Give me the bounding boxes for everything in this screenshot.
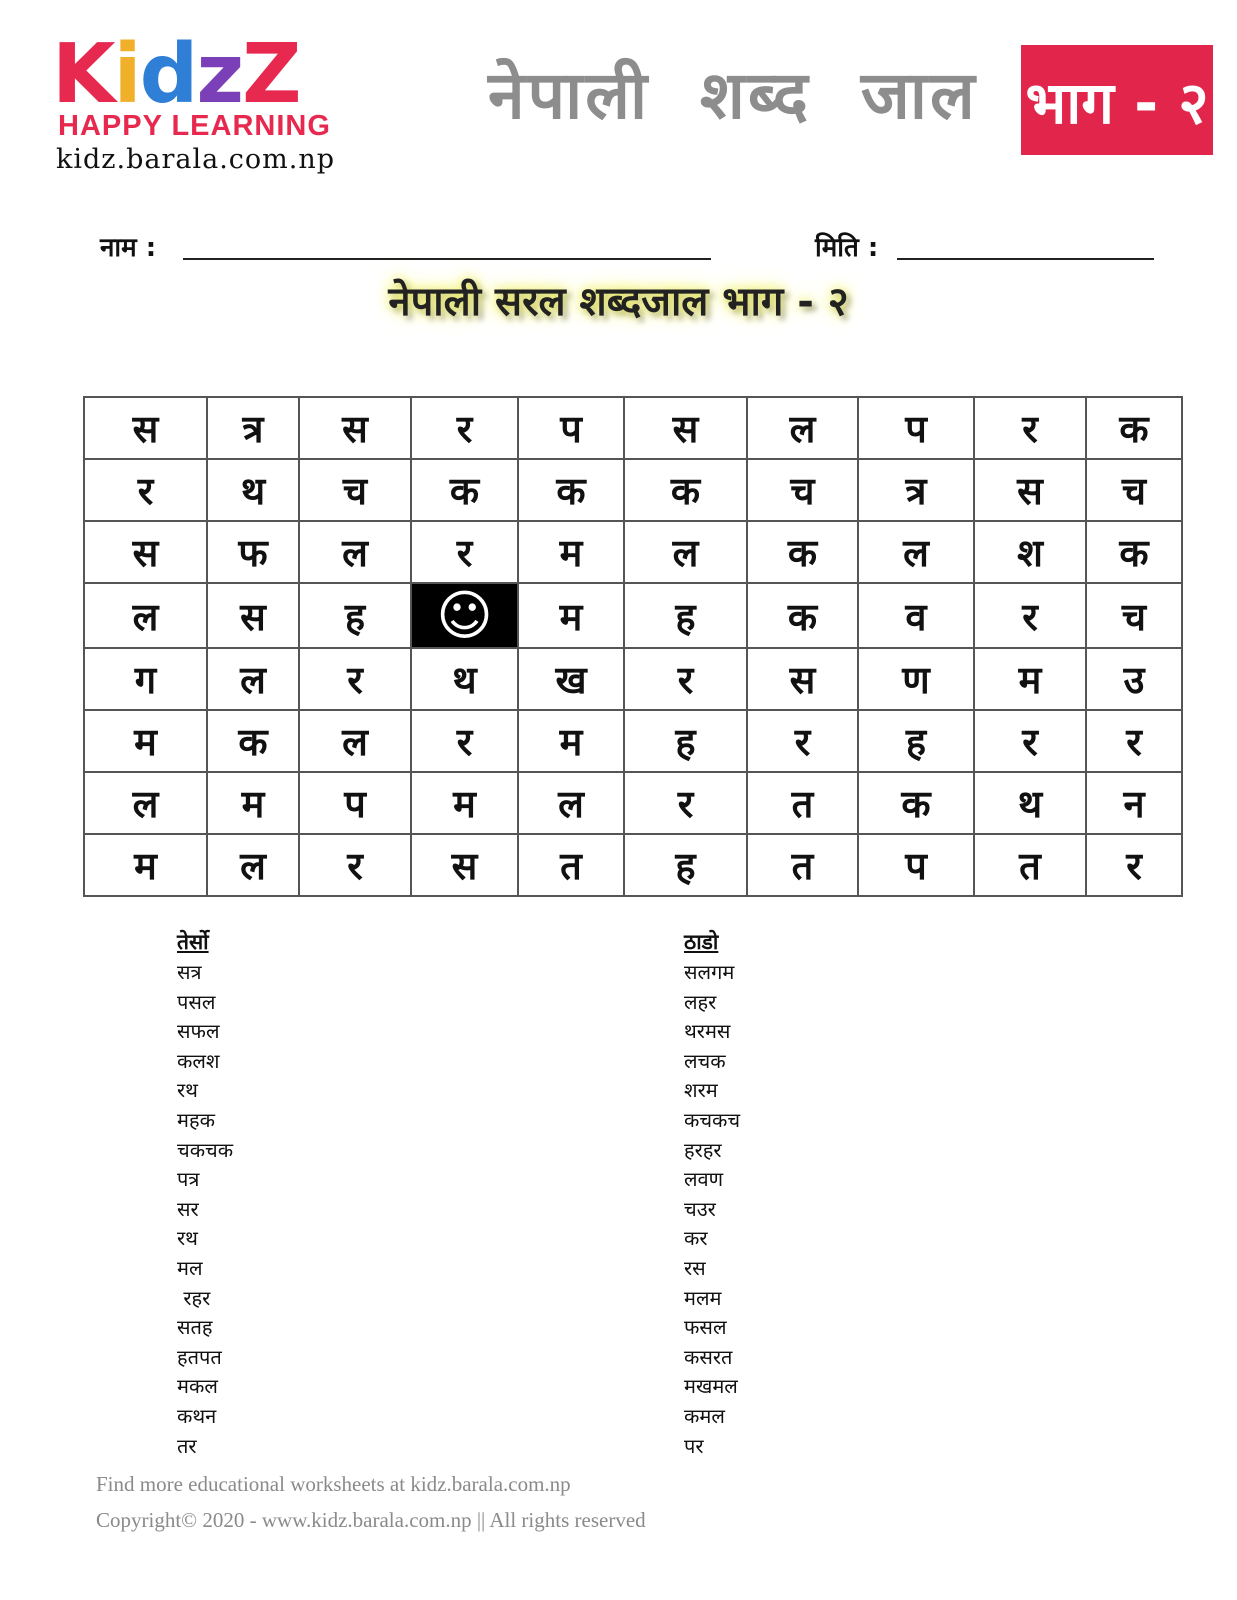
kidz-logo xyxy=(52,27,412,180)
grid-cell[interactable]: त xyxy=(518,834,624,896)
smiley-icon[interactable]: ☺ xyxy=(411,583,518,648)
grid-cell[interactable]: र xyxy=(411,521,518,583)
grid-cell[interactable]: ल xyxy=(84,772,207,834)
vertical-heading: ठाडो xyxy=(684,930,719,954)
grid-cell[interactable]: क xyxy=(1086,521,1182,583)
grid-cell[interactable]: ल xyxy=(299,521,411,583)
horizontal-word-item: सत्र xyxy=(177,960,202,984)
grid-cell[interactable]: च xyxy=(299,459,411,521)
horizontal-word-item: रहर xyxy=(177,1285,211,1310)
grid-cell[interactable]: र xyxy=(299,648,411,710)
horizontal-word-item: मकल xyxy=(177,1374,218,1399)
grid-cell[interactable]: म xyxy=(84,834,207,896)
grid-cell[interactable]: ल xyxy=(518,772,624,834)
grid-cell[interactable]: प xyxy=(858,834,974,896)
grid-cell[interactable]: स xyxy=(747,648,858,710)
grid-cell[interactable]: स xyxy=(624,397,747,459)
vertical-word-item: कमल xyxy=(684,1403,725,1428)
vertical-word-item: चउर xyxy=(684,1196,716,1221)
grid-cell[interactable]: ह xyxy=(858,710,974,772)
grid-cell[interactable]: र xyxy=(747,710,858,772)
name-field[interactable] xyxy=(183,258,711,260)
vertical-word-item: थरमस xyxy=(684,1019,731,1044)
grid-cell[interactable]: स xyxy=(84,397,207,459)
grid-cell[interactable]: क xyxy=(858,772,974,834)
grid-cell[interactable]: म xyxy=(411,772,518,834)
logo-wordmark: KidzZ xyxy=(52,27,300,122)
horizontal-word-item: पत्र xyxy=(177,1167,200,1192)
grid-cell[interactable]: स xyxy=(411,834,518,896)
grid-row xyxy=(84,397,1182,459)
grid-cell[interactable]: स xyxy=(207,583,299,648)
grid-cell[interactable]: थ xyxy=(974,772,1086,834)
logo-tagline: HAPPY LEARNING xyxy=(58,110,331,142)
horizontal-word-item: सर xyxy=(177,1196,199,1221)
grid-cell[interactable]: क xyxy=(624,459,747,521)
footer-copyright: Copyright© 2020 - www.kidz.barala.com.np || All rights reserved xyxy=(96,1508,646,1532)
grid-cell[interactable]: ल xyxy=(299,710,411,772)
grid-cell[interactable]: ख xyxy=(518,648,624,710)
grid-cell[interactable]: त्र xyxy=(858,459,974,521)
horizontal-word-item: महक xyxy=(177,1107,215,1132)
grid-cell[interactable]: र xyxy=(624,772,747,834)
horizontal-word-item: मल xyxy=(177,1255,203,1280)
horizontal-word-item: रथ xyxy=(177,1226,198,1251)
grid-row xyxy=(84,834,1182,896)
logo-url: kidz.barala.com.np xyxy=(56,144,336,175)
grid-cell[interactable]: र xyxy=(1086,710,1182,772)
worksheet-subtitle: नेपाली सरल शब्दजाल भाग - २ xyxy=(388,279,849,325)
horizontal-word-item: सफल xyxy=(177,1019,220,1044)
grid-row xyxy=(84,583,1182,648)
grid-cell[interactable]: म xyxy=(518,583,624,648)
grid-cell[interactable]: त xyxy=(974,834,1086,896)
grid-cell[interactable]: ण xyxy=(858,648,974,710)
grid-cell[interactable]: ल xyxy=(624,521,747,583)
grid-cell[interactable]: व xyxy=(858,583,974,648)
vertical-word-item: हरहर xyxy=(684,1137,722,1162)
vertical-word-item: कर xyxy=(684,1226,708,1251)
grid-cell[interactable]: ल xyxy=(747,397,858,459)
grid-cell[interactable]: र xyxy=(1086,834,1182,896)
vertical-word-item: शरम xyxy=(684,1078,718,1103)
grid-cell[interactable]: ह xyxy=(624,834,747,896)
page-title: नेपाली शब्द जाल xyxy=(488,57,978,134)
grid-cell[interactable]: म xyxy=(518,521,624,583)
grid-cell[interactable]: र xyxy=(411,397,518,459)
grid-cell[interactable]: श xyxy=(974,521,1086,583)
vertical-word-item: मखमल xyxy=(684,1374,738,1399)
vertical-word-item: रस xyxy=(684,1255,706,1280)
date-label: मिति : xyxy=(815,233,879,263)
grid-cell[interactable]: ल xyxy=(207,834,299,896)
vertical-word-item: फसल xyxy=(684,1315,727,1340)
grid-cell[interactable]: स xyxy=(84,521,207,583)
horizontal-word-item: कथन xyxy=(177,1403,217,1428)
grid-cell[interactable]: म xyxy=(207,772,299,834)
grid-cell[interactable]: फ xyxy=(207,521,299,583)
vertical-word-item: सलगम xyxy=(684,960,735,984)
vertical-word-item: लचक xyxy=(684,1048,726,1073)
date-field[interactable] xyxy=(897,258,1154,260)
horizontal-word-item: सतह xyxy=(177,1315,213,1340)
horizontal-word-item: रथ xyxy=(177,1078,198,1103)
grid-cell[interactable]: ल xyxy=(84,583,207,648)
grid-cell[interactable]: क xyxy=(747,521,858,583)
grid-cell[interactable]: च xyxy=(747,459,858,521)
vertical-word-item: कसरत xyxy=(684,1344,733,1369)
grid-cell[interactable]: क xyxy=(1086,397,1182,459)
grid-cell[interactable]: म xyxy=(518,710,624,772)
grid-cell[interactable]: क xyxy=(207,710,299,772)
grid-cell[interactable]: प xyxy=(858,397,974,459)
grid-row xyxy=(84,459,1182,521)
grid-cell[interactable]: र xyxy=(974,397,1086,459)
grid-row xyxy=(84,521,1182,583)
vertical-word-item: पर xyxy=(684,1433,704,1458)
grid-cell[interactable]: र xyxy=(411,710,518,772)
grid-row xyxy=(84,710,1182,772)
horizontal-word-item: कलश xyxy=(177,1048,220,1073)
grid-cell[interactable]: थ xyxy=(411,648,518,710)
grid-cell[interactable]: न xyxy=(1086,772,1182,834)
grid-cell[interactable]: क xyxy=(411,459,518,521)
grid-cell[interactable]: थ xyxy=(207,459,299,521)
horizontal-word-list xyxy=(177,928,233,1461)
vertical-word-list xyxy=(684,928,740,1461)
grid-cell[interactable]: उ xyxy=(1086,648,1182,710)
vertical-word-item: लवण xyxy=(684,1167,724,1192)
horizontal-heading: तेर्सो xyxy=(177,930,209,954)
grid-cell[interactable]: त xyxy=(747,834,858,896)
grid-cell[interactable]: च xyxy=(1086,459,1182,521)
horizontal-word-item: पसल xyxy=(177,989,216,1014)
grid-cell[interactable]: र xyxy=(624,648,747,710)
footer-line-1: Find more educational worksheets at kidz.barala.com.np xyxy=(96,1472,571,1496)
grid-cell[interactable]: र xyxy=(974,710,1086,772)
vertical-word-item: मलम xyxy=(684,1285,722,1310)
grid-cell[interactable]: म xyxy=(974,648,1086,710)
grid-cell[interactable]: ल xyxy=(207,648,299,710)
grid-cell[interactable]: क xyxy=(518,459,624,521)
grid-cell[interactable]: स xyxy=(974,459,1086,521)
grid-cell[interactable]: ह xyxy=(624,710,747,772)
grid-cell[interactable]: र xyxy=(84,459,207,521)
grid-cell[interactable]: प xyxy=(518,397,624,459)
vertical-word-item: लहर xyxy=(684,989,717,1014)
grid-cell[interactable]: म xyxy=(84,710,207,772)
grid-cell[interactable]: त xyxy=(747,772,858,834)
horizontal-word-item: तर xyxy=(177,1433,197,1458)
horizontal-word-item: चकचक xyxy=(177,1137,234,1162)
name-label: नाम : xyxy=(100,233,157,263)
word-search-grid xyxy=(83,396,1183,897)
grid-row xyxy=(84,772,1182,834)
grid-cell[interactable]: स xyxy=(299,397,411,459)
grid-cell[interactable]: र xyxy=(299,834,411,896)
grid-cell[interactable]: ह xyxy=(624,583,747,648)
grid-cell[interactable]: त्र xyxy=(207,397,299,459)
grid-cell[interactable]: ल xyxy=(858,521,974,583)
grid-cell[interactable]: च xyxy=(1086,583,1182,648)
horizontal-word-item: हतपत xyxy=(177,1344,222,1369)
grid-cell[interactable]: ह xyxy=(299,583,411,648)
grid-cell[interactable]: ग xyxy=(84,648,207,710)
grid-cell[interactable]: र xyxy=(974,583,1086,648)
grid-row xyxy=(84,648,1182,710)
grid-cell[interactable]: प xyxy=(299,772,411,834)
part-badge: भाग - २ xyxy=(1021,45,1213,155)
grid-cell[interactable]: क xyxy=(747,583,858,648)
vertical-word-item: कचकच xyxy=(684,1107,741,1132)
